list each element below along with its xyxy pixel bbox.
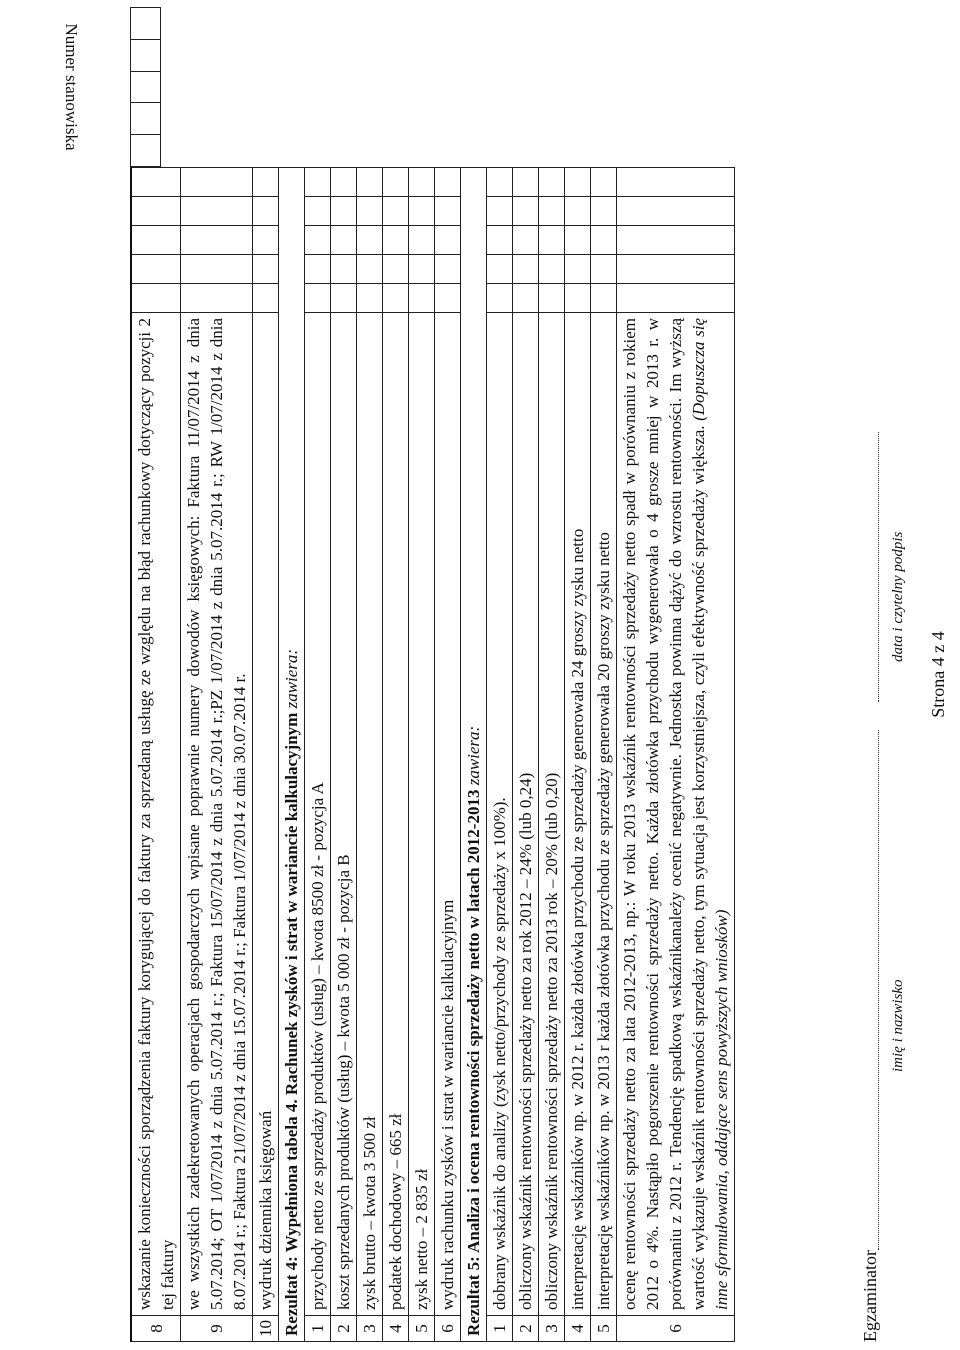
row-number: 6 — [435, 1316, 461, 1342]
grid-cell — [409, 168, 435, 197]
examiner-label: Egzaminator — [860, 1250, 880, 1342]
criterion-text: zysk netto – 2 835 zł — [409, 313, 435, 1316]
criterion-note: (Dopuszcza się inne sformułowania, oddające sens powyższych wniosków) — [689, 318, 731, 1310]
grid-cell — [305, 197, 331, 226]
grid-cell — [591, 168, 617, 197]
criterion-text: interpretację wskaźników np. w 2012 r. każda złotówka przychodu ze sprzedaży generowała 24 groszy zysku netto — [565, 313, 591, 1316]
criterion-text: wskazanie konieczności sporządzenia faktury korygującej do faktury za sprzedaną usługę ze względu na błąd rachunkowy dotyczący pozycji 2 tej faktury — [131, 313, 181, 1316]
criterion-text: przychody netto ze sprzedaży produktów (usług) – kwota 8500 zł - pozycja A — [305, 313, 331, 1316]
section-header-result5 — [461, 168, 487, 1342]
row-number: 4 — [565, 1316, 591, 1342]
grid-cell — [617, 168, 735, 197]
grid-cell — [409, 284, 435, 313]
grid-cell — [331, 197, 357, 226]
criterion-text: zysk brutto – kwota 3 500 zł — [357, 313, 383, 1316]
table-row — [357, 168, 383, 1342]
grid-cell — [539, 197, 565, 226]
grid-cell — [513, 255, 539, 284]
row-number: 4 — [383, 1316, 409, 1342]
row-number: 5 — [409, 1316, 435, 1342]
row-number: 10 — [253, 1316, 279, 1342]
grid-cell — [617, 226, 735, 255]
grid-cell — [131, 226, 181, 255]
grid-cell — [331, 226, 357, 255]
grid-cell — [435, 168, 461, 197]
grid-cell — [181, 168, 253, 197]
criteria-table — [130, 167, 735, 1342]
grid-cell — [591, 226, 617, 255]
row-number: 6 — [617, 1316, 735, 1342]
grid-cell — [357, 255, 383, 284]
criterion-text — [617, 313, 735, 1316]
grid-cell — [435, 226, 461, 255]
grid-cell — [131, 284, 181, 313]
row-number: 5 — [591, 1316, 617, 1342]
grid-cell — [409, 255, 435, 284]
grid-cell — [565, 284, 591, 313]
criterion-text: wydruk rachunku zysków i strat w wariancie kalkulacyjnym — [435, 313, 461, 1316]
grid-cell — [305, 284, 331, 313]
section-header-result4 — [279, 168, 305, 1342]
grid-cell — [591, 284, 617, 313]
footer — [840, 7, 955, 1342]
grid-cell — [131, 255, 181, 284]
grid-cell — [181, 197, 253, 226]
grid-cell — [253, 284, 279, 313]
grid-cell — [305, 168, 331, 197]
grid-cell — [565, 168, 591, 197]
grid-cell — [617, 284, 735, 313]
criterion-main-text: ocenę rentowności sprzedaży netto za lata 2012-2013, np.: W roku 2013 wskaźnik rentowności sprzedaży netto spadł w porównaniu z rokiem 2012 o 4%. Nastąpiło pogorszenie rentowności sprzedaży netto. Każda złotówka przychodu wygenerowała o 4 grosze mniej w 2013 r. w porównaniu z 2012 r. Tendencję spadkową wskaźnikanależy ocenić negatywnie. Jednostka powinna dążyć do wzrostu rentowności. Im wyższą wartość wykazuje wskaźnik rentowności sprzedaży netto, tym sytuacja jest korzystniejsza, czyli efektywność sprzedaży większa. — [620, 318, 708, 1310]
criterion-text: obliczony wskaźnik rentowności sprzedaży netto za 2013 rok – 20% (lub 0,20) — [539, 313, 565, 1316]
grid-cell — [513, 168, 539, 197]
grid-cell — [383, 284, 409, 313]
grid-cell — [305, 226, 331, 255]
grid-cell — [435, 197, 461, 226]
page-number: Strona 4 z 4 — [928, 631, 948, 718]
row-number: 1 — [305, 1316, 331, 1342]
grid-cell — [409, 197, 435, 226]
grid-cell — [131, 39, 161, 71]
section-title-text: Rezultat 4: Wypełniona tabela 4. Rachunek zysków i strat w wariancie kalkulacyjnym — [282, 712, 301, 1336]
grid-cell — [131, 8, 161, 40]
grid-cell — [131, 197, 181, 226]
grid-cell — [131, 71, 161, 103]
grid-cell — [513, 284, 539, 313]
grid-cell — [181, 226, 253, 255]
grid-cell — [383, 255, 409, 284]
grid-cell — [357, 226, 383, 255]
criterion-text: dobrany wskaźnik do analizy (zysk netto/przychody ze sprzedaży x 100%). — [487, 313, 513, 1316]
station-grid — [130, 7, 161, 167]
grid-cell — [331, 255, 357, 284]
grid-cell — [539, 255, 565, 284]
table-row — [409, 168, 435, 1342]
grid-cell — [487, 255, 513, 284]
grid-cell — [357, 284, 383, 313]
grid-cell — [435, 255, 461, 284]
grid-cell — [253, 168, 279, 197]
grid-cell — [131, 103, 161, 135]
row-number: 3 — [539, 1316, 565, 1342]
table-row — [591, 168, 617, 1342]
section-title — [461, 168, 487, 1342]
grid-cell — [617, 197, 735, 226]
grid-cell — [565, 197, 591, 226]
grid-cell — [435, 284, 461, 313]
grid-cell — [487, 168, 513, 197]
grid-cell — [181, 255, 253, 284]
grid-cell — [565, 255, 591, 284]
grid-cell — [383, 226, 409, 255]
date-caption: data i czytelny podpis — [890, 531, 906, 662]
grid-cell — [357, 197, 383, 226]
section-title-suffix: zawiera: — [464, 725, 483, 786]
row-number: 3 — [357, 1316, 383, 1342]
row-number: 1 — [487, 1316, 513, 1342]
row-number: 8 — [131, 1316, 181, 1342]
grid-cell — [305, 255, 331, 284]
grid-cell — [513, 226, 539, 255]
grid-cell — [253, 255, 279, 284]
table-row — [253, 168, 279, 1342]
section-title-suffix: zawiera: — [282, 648, 301, 709]
table-row — [513, 168, 539, 1342]
grid-cell — [487, 197, 513, 226]
criterion-text: obliczony wskaźnik rentowności sprzedaży netto za rok 2012 – 24% (lub 0,24) — [513, 313, 539, 1316]
grid-cell — [331, 284, 357, 313]
section-title-text: Rezultat 5: Analiza i ocena rentowności sprzedaży netto w latach 2012-2013 — [464, 789, 483, 1336]
table-row — [565, 168, 591, 1342]
table-row — [131, 168, 181, 1342]
table-row — [331, 168, 357, 1342]
grid-cell — [181, 284, 253, 313]
table-row — [305, 168, 331, 1342]
section-title — [279, 168, 305, 1342]
examiner-signature-line — [860, 432, 879, 702]
table-row — [383, 168, 409, 1342]
grid-cell — [131, 135, 161, 167]
grid-cell — [357, 168, 383, 197]
station-number-header: Numer stanowiska — [62, 23, 81, 151]
table-row — [181, 168, 253, 1342]
criterion-text: wydruk dziennika księgowań — [253, 313, 279, 1316]
grid-cell — [487, 226, 513, 255]
table-row — [435, 168, 461, 1342]
grid-cell — [253, 197, 279, 226]
criterion-text: koszt sprzedanych produktów (usług) – kwota 5 000 zł - pozycja B — [331, 313, 357, 1316]
grid-cell — [331, 168, 357, 197]
grid-cell — [539, 284, 565, 313]
grid-cell — [539, 226, 565, 255]
row-number: 2 — [513, 1316, 539, 1342]
table-row — [539, 168, 565, 1342]
criterion-text: podatek dochodowy – 665 zł — [383, 313, 409, 1316]
row-number: 2 — [331, 1316, 357, 1342]
grid-cell — [487, 284, 513, 313]
name-caption: imię i nazwisko — [890, 979, 906, 1072]
grid-cell — [591, 197, 617, 226]
row-number: 9 — [181, 1316, 253, 1342]
grid-cell — [617, 255, 735, 284]
criterion-text: we wszystkich zadekretowanych operacjach gospodarczych wpisane poprawnie numery dowodów księgowych: Faktura 11/07/2014 z dnia 5.07.2014; OT 1/07/2014 z dnia 5.07.2014 r.; Faktura 15/07/2014 z dnia 5.07.2014 r.;PZ 1/07/2014 z dnia 5.07.2014 r.; RW 1/07/2014 z dnia 8.07.2014 r.; Faktura 21/07/2014 z dnia 15.07.2014 r.; Faktura 1/07/2014 z dnia 30.07.2014 r. — [181, 313, 253, 1316]
grid-cell — [253, 226, 279, 255]
grid-cell — [383, 197, 409, 226]
grid-cell — [409, 226, 435, 255]
criterion-text: interpretację wskaźników np. w 2013 r każda złotówka przychodu ze sprzedaży generowała 20 groszy zysku netto — [591, 313, 617, 1316]
table-row — [487, 168, 513, 1342]
table-row — [617, 168, 735, 1342]
grid-cell — [131, 168, 181, 197]
grid-cell — [539, 168, 565, 197]
grid-cell — [513, 197, 539, 226]
examiner-name-line — [860, 730, 879, 1250]
grid-cell — [383, 168, 409, 197]
grid-cell — [565, 226, 591, 255]
grid-cell — [591, 255, 617, 284]
